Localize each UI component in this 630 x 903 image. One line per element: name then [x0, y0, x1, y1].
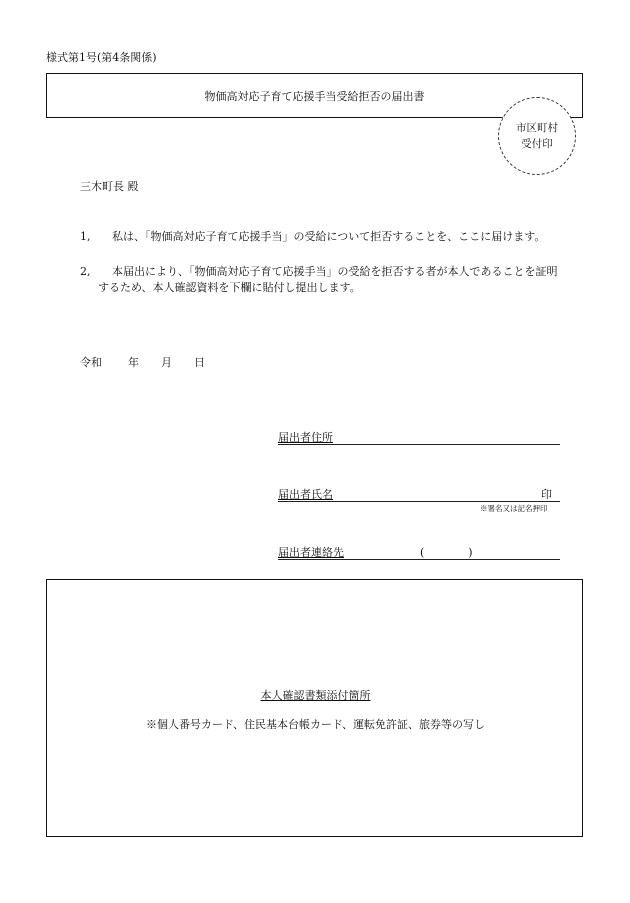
form-number: 様式第1号(第4条関係)	[46, 51, 157, 64]
id-section-title	[47, 687, 584, 703]
clause-text: 本届出により、「物価高対応子育て応援手当」の受給を拒否する者が本人であることを証明するため、本人確認資料を下欄に貼付し提出します。	[98, 265, 558, 294]
contact-parentheses: ( )	[420, 546, 473, 559]
stamp-label-line2: 受付印	[521, 138, 553, 150]
id-section-note: ※個人番号カード、住民基本台帳カード、運転免許証、旅券等の写し	[145, 718, 486, 731]
clause-1	[80, 229, 560, 245]
applicant-contact-field[interactable]	[278, 544, 560, 560]
id-document-attachment-area	[46, 579, 583, 837]
name-label: 届出者氏名	[278, 488, 333, 501]
applicant-name-field[interactable]	[278, 486, 560, 502]
date-era: 令和	[80, 356, 102, 369]
date-month: 月	[161, 356, 172, 369]
id-section-title-text: 本人確認書類添付箇所	[260, 689, 371, 702]
addressee: 三木町長 殿	[80, 180, 139, 193]
applicant-address-field[interactable]	[278, 429, 560, 445]
date-day: 日	[194, 356, 205, 369]
stamp-label-line1: 市区町村	[516, 122, 558, 134]
seal-mark: 印	[541, 488, 552, 501]
clause-number: 2,	[80, 265, 91, 278]
form-title: 物価高対応子育て応援手当受給拒否の届出書	[204, 89, 425, 103]
contact-label: 届出者連絡先	[278, 546, 344, 559]
clause-number: 1,	[80, 230, 91, 243]
address-label: 届出者住所	[278, 431, 333, 444]
signature-note: ※署名又は記名押印	[480, 504, 548, 513]
date-line	[80, 354, 205, 370]
reception-stamp-area	[498, 97, 576, 175]
form-title-box	[46, 73, 583, 118]
clause-text: 私は、「物価高対応子育て応援手当」の受給について拒否することを、ここに届けます。	[112, 230, 546, 243]
date-year: 年	[128, 356, 139, 369]
clause-2	[80, 264, 560, 296]
